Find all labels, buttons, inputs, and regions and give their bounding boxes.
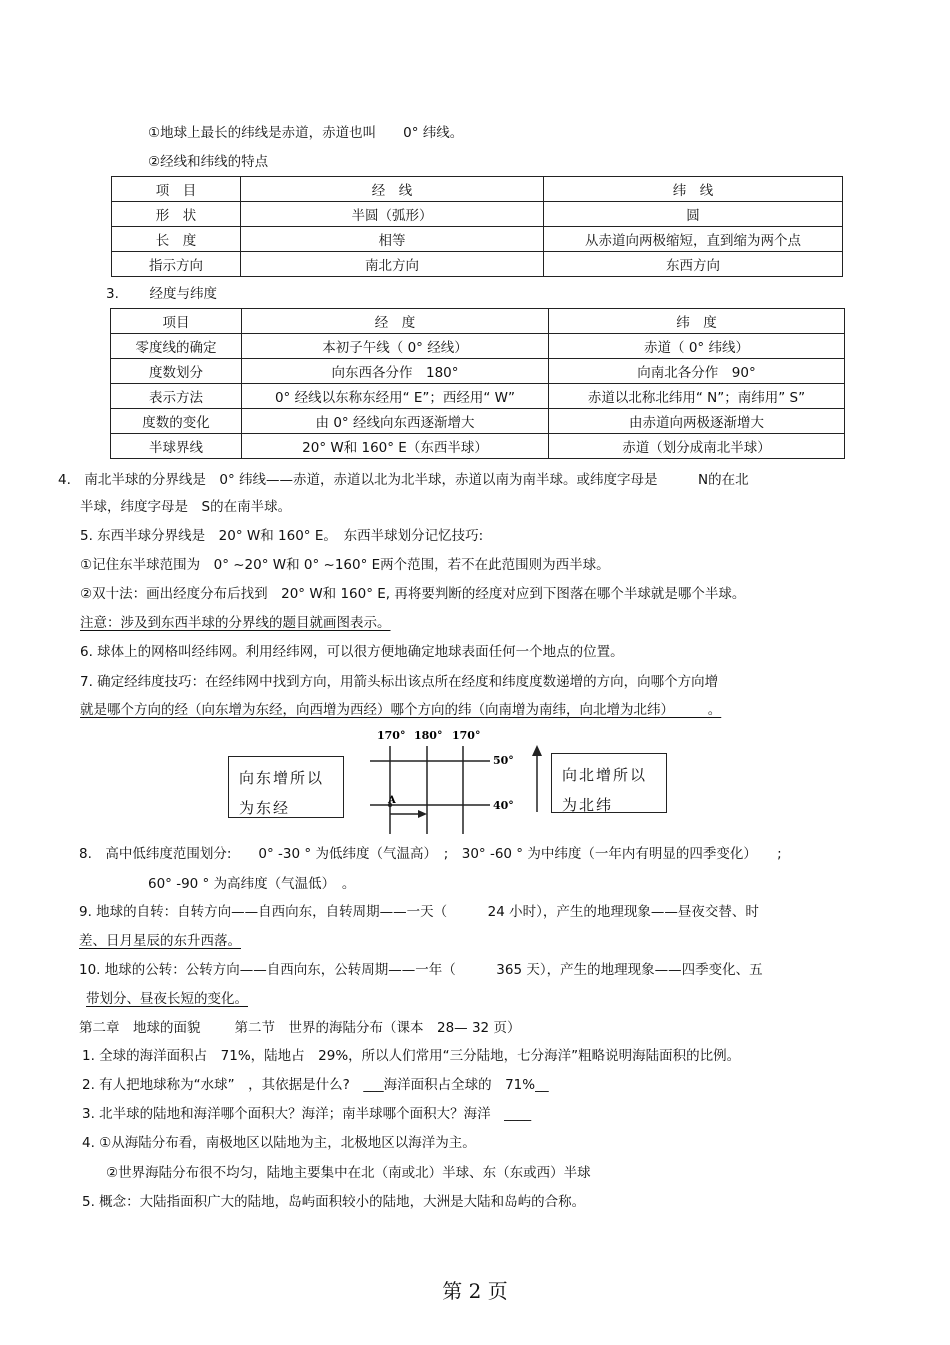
point-label: A <box>388 795 396 806</box>
north-arrow-head <box>532 745 542 756</box>
table-cell: 表示方法 <box>111 384 242 409</box>
text-line-technique: 7. 确定经纬度技巧：在经纬网中找到方向，用箭头标出该点所在经度和纬度度数递增的方向，向哪个方向增 <box>80 674 719 690</box>
longitude-latitude-table <box>110 308 845 459</box>
text-line-graticule: 6. 球体上的网格叫经纬网。利用经纬网，可以很方便地确定地球表面任何一个地点的位置。 <box>80 644 624 660</box>
table-cell: 度数划分 <box>111 359 242 384</box>
text-line-water-planet: 2. 有人把地球称为“水球” ，其依据是什么? ___海洋面积占全球的 71%__ <box>82 1077 549 1093</box>
table-cell: 纬 度 <box>549 309 845 334</box>
text-line-hemisphere-ns: 4. 南北半球的分界线是 0° 纬线——赤道，赤道以北为北半球，赤道以南为南半球。或纬度字母是 N的在北 <box>58 472 749 488</box>
table-cell: 向东西各分作 180° <box>242 359 549 384</box>
table-cell: 长 度 <box>112 227 241 252</box>
text-line-double-ten: ②双十法：画出经度分布后找到 20° W和 160° E, 再将要判断的经度对应到下图落在哪个半球就是哪个半球。 <box>80 586 746 602</box>
table-cell: 项目 <box>111 309 242 334</box>
text-line-latitude-zones-cont: 60° -90 ° 为高纬度（气温低） 。 <box>148 876 356 892</box>
text-line-rotation-cont: 差、日月星辰的东升西落。 <box>79 933 241 949</box>
graticule-diagram <box>355 724 535 840</box>
table-cell: 圆 <box>544 202 843 227</box>
table-cell: 形 状 <box>112 202 241 227</box>
lon-label: 170° <box>377 729 406 742</box>
lon-label: 180° <box>414 729 443 742</box>
table-cell: 0° 经线以东称东经用“ E”；西经用“ W” <box>242 384 549 409</box>
table-cell: 赤道以北称北纬用“ N”；南纬用” S” <box>549 384 845 409</box>
text-line-features: ②经线和纬线的特点 <box>148 154 269 170</box>
table-cell: 经 度 <box>242 309 549 334</box>
table-cell: 本初子午线（ 0° 经线） <box>242 334 549 359</box>
table-cell: 南北方向 <box>241 252 544 277</box>
table-cell: 经 线 <box>241 177 544 202</box>
table-cell: 零度线的确定 <box>111 334 242 359</box>
table-header-row <box>111 309 845 334</box>
north-arrow <box>529 744 545 814</box>
text-line-concepts: 5. 概念：大陆指面积广大的陆地，岛屿面积较小的陆地，大洲是大陆和岛屿的合称。 <box>82 1194 586 1210</box>
east-arrow-head <box>418 810 427 818</box>
text-line-polar-distribution: 4. ①从海陆分布看，南极地区以陆地为主，北极地区以海洋为主。 <box>82 1135 476 1151</box>
section-title: 第二节 世界的海陆分布（课本 28— 32 页） <box>234 1020 521 1036</box>
table-cell: 赤道（划分成南北半球） <box>549 434 845 459</box>
text-line-ocean-area: 1. 全球的海洋面积占 71%，陆地占 29%，所以人们常用“三分陆地，七分海洋”粗略说明海陆面积的比例。 <box>82 1048 741 1064</box>
table-row <box>111 434 845 459</box>
table-cell: 项 目 <box>112 177 241 202</box>
text-line-revolution-cont: 带划分、昼夜长短的变化。 <box>86 991 248 1007</box>
text-line-hemisphere-ns-cont: 半球，纬度字母是 S的在南半球。 <box>80 499 292 515</box>
table-row <box>112 252 843 277</box>
table-cell: 向南北各分作 90° <box>549 359 845 384</box>
table-cell: 半圆（弧形） <box>241 202 544 227</box>
table-row <box>111 384 845 409</box>
meridian-parallel-table <box>111 176 843 277</box>
table-cell: 由赤道向两极逐渐增大 <box>549 409 845 434</box>
text-line-rotation: 9. 地球的自转：自转方向——自西向东，自转周期——一天（ 24 小时），产生的地理现象——昼夜交替、时 <box>79 904 759 920</box>
table-cell: 半球界线 <box>111 434 242 459</box>
lat-label: 50° <box>493 754 514 767</box>
text-line-latitude-zones: 8. 高中低纬度范围划分: 0° -30 ° 为低纬度（气温高） ; 30° -60 ° 为中纬度（一年内有明显的四季变化） ; <box>79 846 782 862</box>
table-cell: 赤道（ 0° 纬线） <box>549 334 845 359</box>
table-row <box>112 227 843 252</box>
chapter-title: 第二章 地球的面貌 <box>79 1020 201 1036</box>
text-line-hemisphere-ew: 5. 东西半球分界线是 20° W和 160° E。 东西半球划分记忆技巧: <box>80 528 484 544</box>
lon-label: 170° <box>452 729 481 742</box>
table-cell: 度数的变化 <box>111 409 242 434</box>
table-cell: 纬 线 <box>544 177 843 202</box>
text-line-technique-cont: 就是哪个方向的经（向东增为东经，向西增为西经）哪个方向的纬（向南增为南纬，向北增为北纬） 。 <box>80 702 722 718</box>
table-header-row <box>112 177 843 202</box>
text-line-east-range: ①记住东半球范围为 0° ~20° W和 0° ~160° E两个范围，若不在此范围则为西半球。 <box>80 557 610 573</box>
page-number: 第 2 页 <box>442 1279 508 1303</box>
table-cell: 从赤道向两极缩短，直到缩为两个点 <box>544 227 843 252</box>
lat-label: 40° <box>493 799 514 812</box>
text-line-land-distribution: ②世界海陆分布很不均匀，陆地主要集中在北（南或北）半球、东（东或西）半球 <box>106 1165 591 1181</box>
box-north-latitude: 向北增所以为北纬 <box>551 753 667 813</box>
table-row <box>112 202 843 227</box>
table-row <box>111 409 845 434</box>
table-row <box>111 334 845 359</box>
table-cell: 相等 <box>241 227 544 252</box>
box-east-longitude: 向东增所以为东经 <box>228 756 344 818</box>
section-heading-lon-lat <box>106 285 217 303</box>
table-row <box>111 359 845 384</box>
table-cell: 由 0° 经线向东西逐渐增大 <box>242 409 549 434</box>
chapter-heading <box>79 1019 520 1037</box>
text-line-note: 注意：涉及到东西半球的分界线的题目就画图表示。 <box>80 615 391 631</box>
table-cell: 东西方向 <box>544 252 843 277</box>
text-line-equator: ①地球上最长的纬线是赤道，赤道也叫 0° 纬线。 <box>148 125 464 141</box>
section-title: 经度与纬度 <box>149 286 217 302</box>
text-line-revolution: 10. 地球的公转：公转方向——自西向东，公转周期——一年（ 365 天），产生的地理现象——四季变化、五 <box>79 962 763 978</box>
section-number: 3. <box>106 286 119 302</box>
table-cell: 指示方向 <box>112 252 241 277</box>
text-line-hemisphere-area: 3. 北半球的陆地和海洋哪个面积大？海洋；南半球哪个面积大？海洋 ____ <box>82 1106 532 1122</box>
table-cell: 20° W和 160° E（东西半球） <box>242 434 549 459</box>
